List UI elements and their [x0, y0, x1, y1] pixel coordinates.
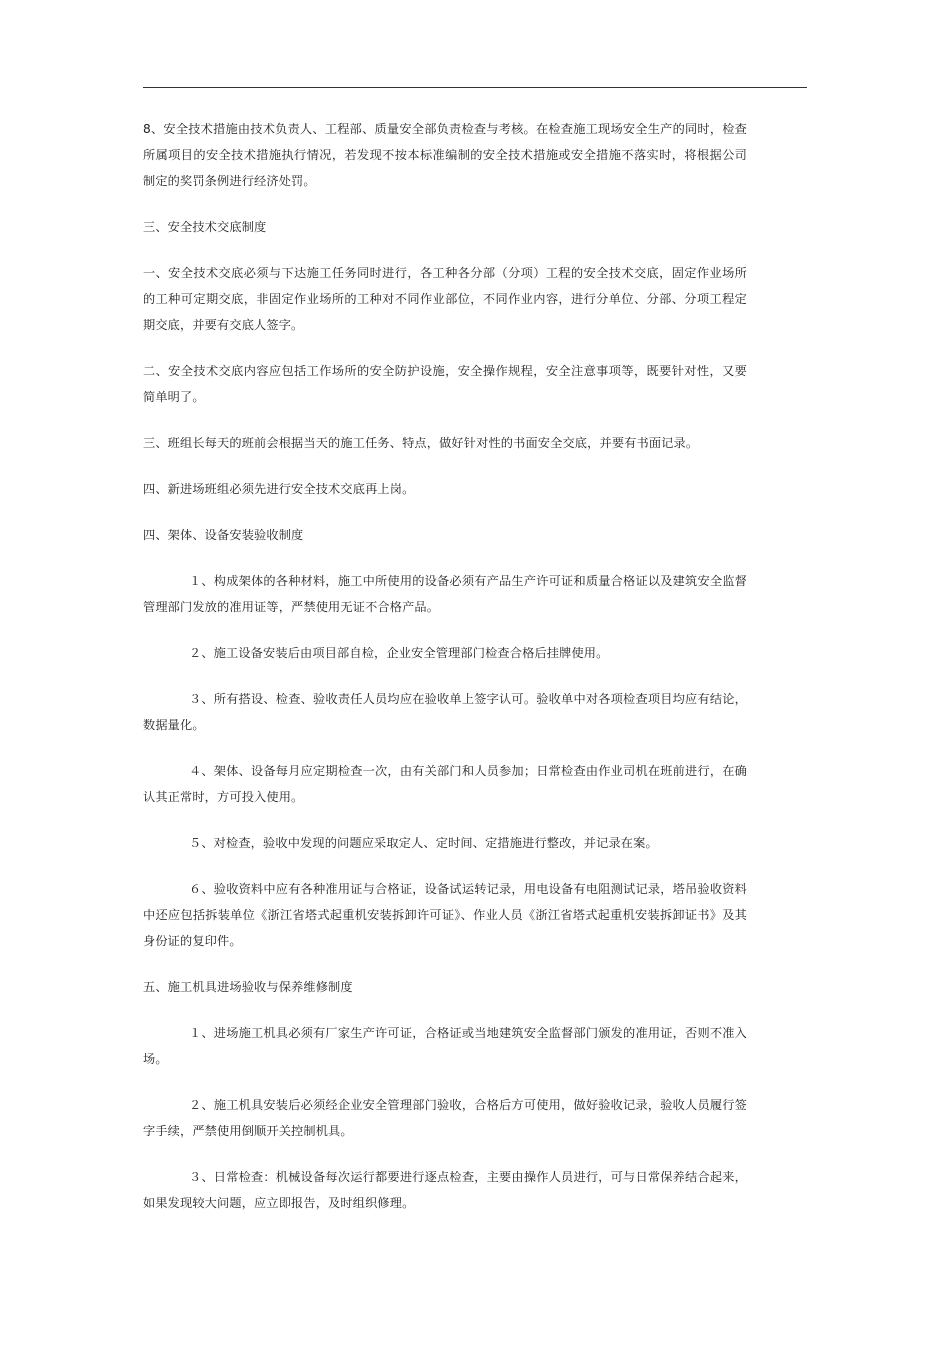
paragraph-acceptance-5: ５、对检查，验收中发现的问题应采取定人、定时间、定措施进行整改，并记录在案。 [189, 836, 658, 850]
paragraph-acceptance-1: １、构成架体的各种材料，施工中所使用的设备必须有产品生产许可证和质量合格证以及建筑安全监督管理部门发放的准用证等，严禁使用无证不合格产品。 [143, 574, 747, 614]
paragraph-disclosure-1: 一、安全技术交底必须与下达施工任务同时进行，各工种各分部（分项）工程的安全技术交底，固定作业场所的工种可定期交底，非固定作业场所的工种对不同作业部位，不同作业内容，进行分单位、分部、分项工程定期交底，并要有交底人签字。 [143, 266, 747, 332]
paragraph-machinery-2: ２、施工机具安装后必须经企业安全管理部门验收，合格后方可使用，做好验收记录，验收人员履行签字手续，严禁使用倒顺开关控制机具。 [143, 1098, 747, 1138]
paragraph-acceptance-3: ３、所有搭设、检查、验收责任人员均应在验收单上签字认可。验收单中对各项检查项目均应有结论，数据量化。 [143, 692, 747, 732]
section-heading-4: 四、架体、设备安装验收制度 [143, 528, 304, 542]
paragraph-acceptance-6: ６、验收资料中应有各种准用证与合格证，设备试运转记录，用电设备有电阻测试记录，塔吊验收资料中还应包括拆装单位《浙江省塔式起重机安装拆卸许可证》、作业人员《浙江省塔式起重机安装拆卸证书》及其身份证的复印件。 [143, 882, 747, 948]
paragraph-disclosure-2: 二、安全技术交底内容应包括工作场所的安全防护设施，安全操作规程，安全注意事项等，既要针对性，又要简单明了。 [143, 364, 747, 404]
paragraph-disclosure-3: 三、班组长每天的班前会根据当天的施工任务、特点，做好针对性的书面安全交底，并要有书面记录。 [143, 436, 699, 450]
paragraph-acceptance-2: ２、施工设备安装后由项目部自检，企业安全管理部门检查合格后挂牌使用。 [189, 646, 609, 660]
paragraph-item-8: 8、安全技术措施由技术负责人、工程部、质量安全部负责检查与考核。在检查施工现场安全生产的同时，检查所属项目的安全技术措施执行情况，若发现不按本标准编制的安全技术措施或安全措施不落实时，将根据公司制定的奖罚条例进行经济处罚。 [143, 122, 747, 188]
document-body [143, 116, 747, 1216]
paragraph-machinery-3: ３、日常检查：机械设备每次运行都要进行逐点检查，主要由操作人员进行，可与日常保养结合起来，如果发现较大问题，应立即报告，及时组织修理。 [143, 1170, 747, 1210]
section-heading-5: 五、施工机具进场验收与保养维修制度 [143, 980, 353, 994]
paragraph-disclosure-4: 四、新进场班组必须先进行安全技术交底再上岗。 [143, 482, 415, 496]
paragraph-machinery-1: １、进场施工机具必须有厂家生产许可证，合格证或当地建筑安全监督部门颁发的准用证，否则不准入场。 [143, 1026, 747, 1066]
paragraph-acceptance-4: ４、架体、设备每月应定期检查一次，由有关部门和人员参加；日常检查由作业司机在班前进行，在确认其正常时，方可投入使用。 [143, 764, 747, 804]
header-rule [143, 87, 807, 88]
section-heading-3: 三、安全技术交底制度 [143, 220, 267, 234]
